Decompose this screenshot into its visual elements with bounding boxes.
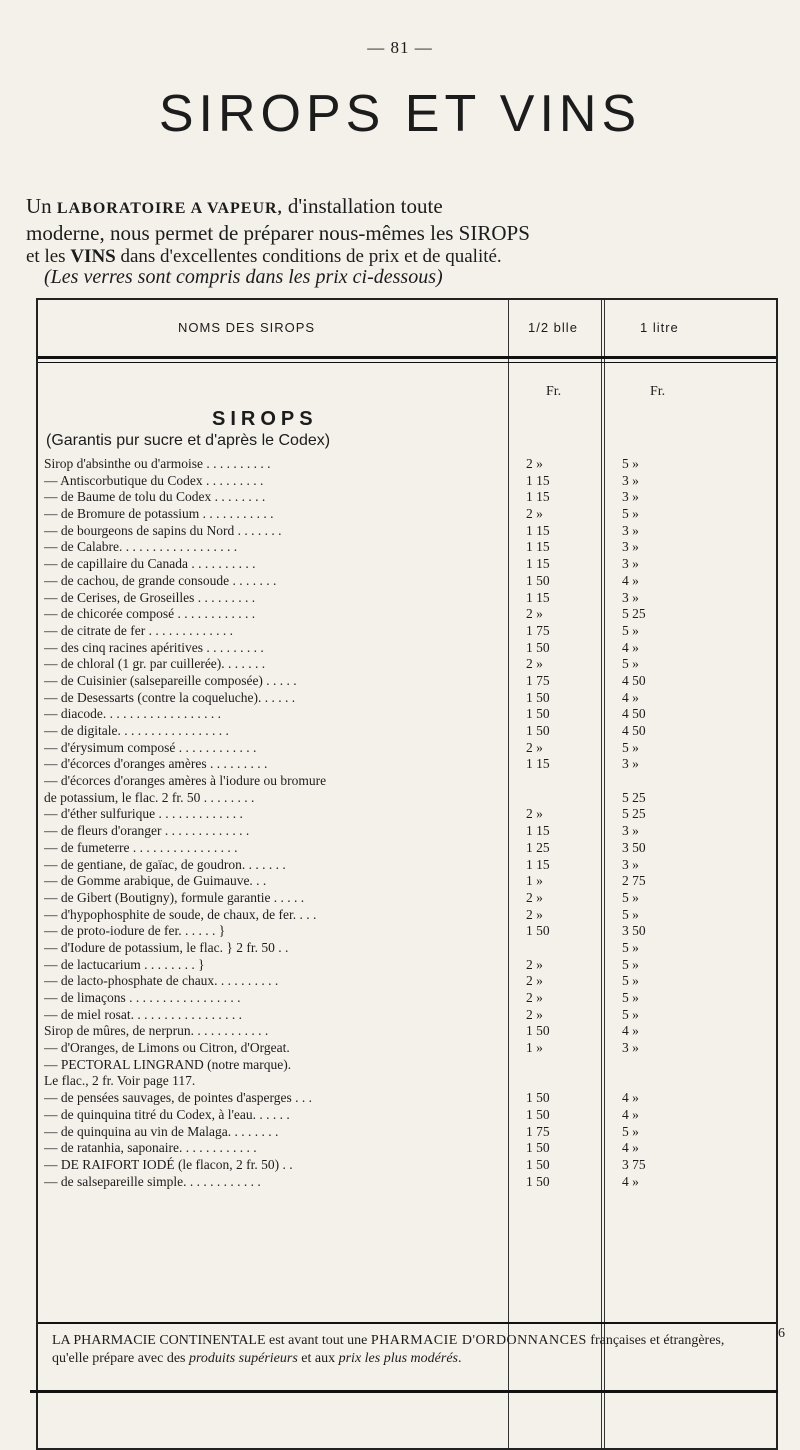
syrup-name: — de Cerises, de Groseilles . . . . . . . . . xyxy=(44,589,256,605)
table-row xyxy=(38,873,776,890)
syrup-name: — de lactucarium . . . . . . . . } xyxy=(44,956,205,972)
syrup-name: — de Gibert (Boutigny), formule garantie . . . . . xyxy=(44,889,305,905)
table-row xyxy=(38,1073,776,1090)
unit-label: Fr. xyxy=(650,384,666,399)
syrup-name: — de bourgeons de sapins du Nord . . . . . . . xyxy=(44,522,282,538)
intro-text: et les xyxy=(26,246,71,267)
price-half-bottle: 1 75 xyxy=(526,672,550,688)
syrup-name: — de miel rosat. . . . . . . . . . . . . . . . . xyxy=(44,1006,242,1022)
price-litre: 3 50 xyxy=(622,839,646,855)
price-half-bottle: 1 75 xyxy=(526,622,550,638)
footer-text: et aux xyxy=(297,1351,339,1366)
price-half-bottle: 1 » xyxy=(526,1040,543,1056)
price-litre: 5 » xyxy=(622,973,639,989)
price-litre: 3 » xyxy=(622,756,639,772)
syrup-name: — de limaçons . . . . . . . . . . . . . . . . . xyxy=(44,990,241,1005)
price-litre: 3 » xyxy=(622,589,639,605)
syrup-name: — d'Iodure de potassium, le flac. } 2 fr. 50 . . xyxy=(44,939,289,955)
table-row xyxy=(38,690,776,707)
syrup-name: — de Cuisinier (salsepareille composée) . . . . . xyxy=(44,672,297,688)
price-half-bottle: 2 » xyxy=(526,656,543,672)
syrup-name: — de citrate de fer . . . . . . . . . . . . . xyxy=(44,622,233,638)
price-litre: 3 » xyxy=(622,823,639,839)
price-litre: 5 » xyxy=(622,956,639,972)
footer-text: LA PHARMACIE CONTINENTALE est avant tout une xyxy=(52,1333,371,1348)
price-litre: 3 » xyxy=(622,472,639,488)
syrup-name: — d'hypophosphite de soude, de chaux, de fer. . . . xyxy=(44,906,317,922)
price-litre: 5 25 xyxy=(622,806,646,822)
price-litre: 2 75 xyxy=(622,873,646,889)
column-header-half-bottle: 1/2 blle xyxy=(528,320,578,335)
price-litre: 5 » xyxy=(622,622,639,638)
table-row xyxy=(38,940,776,957)
syrup-name: — de Bromure de potassium . . . . . . . . . . . xyxy=(44,506,274,522)
price-half-bottle: 1 50 xyxy=(526,723,550,738)
footer-rule xyxy=(38,1322,776,1324)
price-litre: 5 » xyxy=(622,506,639,522)
table-row xyxy=(38,1040,776,1057)
table-row xyxy=(38,1124,776,1141)
syrup-name: Le flac., 2 fr. Voir page 117. xyxy=(44,1073,196,1089)
price-half-bottle: 1 50 xyxy=(526,1173,550,1189)
bottom-rule xyxy=(30,1390,778,1393)
syrup-name: — de fumeterre . . . . . . . . . . . . . . . . xyxy=(44,839,238,855)
price-half-bottle: 2 » xyxy=(526,506,543,522)
price-half-bottle: 1 25 xyxy=(526,839,550,855)
syrup-name: — PECTORAL LINGRAND (notre marque). xyxy=(44,1056,292,1072)
syrup-name: — de cachou, de grande consoude . . . . . . . xyxy=(44,572,277,588)
price-half-bottle: 1 15 xyxy=(526,522,550,538)
price-litre: 4 » xyxy=(622,1173,639,1189)
price-litre: 4 » xyxy=(622,1023,639,1039)
price-litre: 5 25 xyxy=(622,606,646,622)
syrup-name: — Antiscorbutique du Codex . . . . . . . . . xyxy=(44,472,264,488)
price-litre: 5 » xyxy=(622,739,639,755)
price-litre: 5 » xyxy=(622,990,639,1005)
section-subtitle: (Garantis pur sucre et d'après le Codex) xyxy=(46,432,331,449)
table-row xyxy=(38,1107,776,1124)
price-litre: 5 » xyxy=(622,939,639,955)
table-row xyxy=(38,656,776,673)
syrup-name: — des cinq racines apéritives . . . . . . . . . xyxy=(44,639,264,655)
syrup-name: — diacode. . . . . . . . . . . . . . . . . . xyxy=(44,706,221,722)
table-row xyxy=(38,539,776,556)
table-row xyxy=(38,1090,776,1107)
footer-text: . xyxy=(458,1351,462,1366)
price-half-bottle: 1 15 xyxy=(526,472,550,488)
table-row xyxy=(38,706,776,723)
intro-text: Un xyxy=(26,194,57,218)
price-half-bottle: 1 75 xyxy=(526,1123,550,1139)
footer-emphasis: produits supérieurs xyxy=(189,1351,298,1366)
price-litre: 3 » xyxy=(622,1040,639,1056)
syrup-name: — de quinquina au vin de Malaga. . . . . . . . xyxy=(44,1123,279,1139)
intro-vins: VINS xyxy=(70,246,116,267)
syrup-name: Sirop de mûres, de nerprun. . . . . . . . . . . . xyxy=(44,1023,269,1039)
table-row xyxy=(38,890,776,907)
table-row xyxy=(38,973,776,990)
price-litre: 4 » xyxy=(622,689,639,705)
table-row xyxy=(38,823,776,840)
table-row xyxy=(38,673,776,690)
table-row xyxy=(38,806,776,823)
price-half-bottle: 1 50 xyxy=(526,689,550,705)
syrup-name: — de proto-iodure de fer. . . . . . } xyxy=(44,923,226,939)
table-row xyxy=(38,556,776,573)
table-row xyxy=(38,773,776,790)
table-row xyxy=(38,606,776,623)
table-row xyxy=(38,1157,776,1174)
price-half-bottle: 1 15 xyxy=(526,556,550,572)
syrup-name: — de Calabre. . . . . . . . . . . . . . . . . . xyxy=(44,539,238,555)
price-litre: 4 » xyxy=(622,1090,639,1106)
price-litre: 3 75 xyxy=(622,1156,646,1172)
price-litre: 4 50 xyxy=(622,672,646,688)
price-litre: 3 50 xyxy=(622,923,646,939)
page-title: SIROPS ET VINS xyxy=(158,85,642,143)
header-rule xyxy=(38,362,776,363)
syrup-name: de potassium, le flac. 2 fr. 50 . . . . . . . . xyxy=(44,789,255,805)
price-half-bottle: 2 » xyxy=(526,739,543,755)
table-row xyxy=(38,1023,776,1040)
syrup-name: — DE RAIFORT IODÉ (le flacon, 2 fr. 50) . . xyxy=(44,1156,293,1172)
price-half-bottle: 1 » xyxy=(526,873,543,889)
syrup-list xyxy=(38,456,776,1190)
price-note: (Les verres sont compris dans les prix ci-dessous) xyxy=(44,266,443,288)
price-litre: 5 25 xyxy=(622,789,646,805)
price-litre: 5 » xyxy=(622,1123,639,1139)
syrup-name: — d'écorces d'oranges amères . . . . . . . . . xyxy=(44,756,268,772)
price-half-bottle: 2 » xyxy=(526,606,543,622)
table-row xyxy=(38,907,776,924)
syrup-name: — d'érysimum composé . . . . . . . . . . . . xyxy=(44,739,257,755)
price-litre: 4 50 xyxy=(622,706,646,722)
price-litre: 5 » xyxy=(622,906,639,922)
syrup-name: — de pensées sauvages, de pointes d'asperges . . . xyxy=(44,1090,312,1106)
footer-text: françaises et étrangères, qu'elle prépare avec des xyxy=(52,1333,725,1366)
price-litre: 5 » xyxy=(622,456,639,471)
price-half-bottle: 2 » xyxy=(526,973,543,989)
table-row xyxy=(38,640,776,657)
syrup-name: Sirop d'absinthe ou d'armoise . . . . . . . . . . xyxy=(44,456,271,471)
syrup-name: — de chicorée composé . . . . . . . . . . . . xyxy=(44,606,256,622)
price-litre: 5 » xyxy=(622,656,639,672)
price-litre: 3 » xyxy=(622,522,639,538)
corner-mark: 6 xyxy=(778,1326,785,1341)
table-row xyxy=(38,523,776,540)
intro-text: d'installation toute xyxy=(282,194,443,218)
price-half-bottle: 1 50 xyxy=(526,923,550,939)
table-row xyxy=(38,790,776,807)
syrup-name: — de lacto-phosphate de chaux. . . . . . . . . . xyxy=(44,973,279,989)
price-litre: 4 » xyxy=(622,639,639,655)
table-row xyxy=(38,623,776,640)
table-row xyxy=(38,740,776,757)
price-half-bottle: 2 » xyxy=(526,1006,543,1022)
price-half-bottle: 1 15 xyxy=(526,856,550,872)
price-litre: 3 » xyxy=(622,556,639,572)
syrup-name: — d'Oranges, de Limons ou Citron, d'Orgeat. xyxy=(44,1040,290,1056)
price-half-bottle: 2 » xyxy=(526,906,543,922)
table-row xyxy=(38,590,776,607)
table-row xyxy=(38,723,776,740)
price-half-bottle: 1 50 xyxy=(526,1090,550,1106)
syrup-name: — de ratanhia, saponaire. . . . . . . . . . . . xyxy=(44,1140,257,1156)
table-row xyxy=(38,1007,776,1024)
syrup-name: — de digitale. . . . . . . . . . . . . . . . . xyxy=(44,723,229,738)
price-litre: 3 » xyxy=(622,856,639,872)
price-half-bottle: 1 50 xyxy=(526,572,550,588)
price-half-bottle: 2 » xyxy=(526,956,543,972)
syrup-name: — de gentiane, de gaïac, de goudron. . . . . . . xyxy=(44,856,286,872)
syrup-name: — de Gomme arabique, de Guimauve. . . xyxy=(44,873,267,889)
unit-label: Fr. xyxy=(546,384,562,399)
price-litre: 5 » xyxy=(622,889,639,905)
price-half-bottle: 1 15 xyxy=(526,756,550,772)
price-litre: 5 » xyxy=(622,1006,639,1022)
syrup-name: — de Desessarts (contre la coqueluche). . . . . . xyxy=(44,689,296,705)
price-half-bottle: 1 50 xyxy=(526,1023,550,1039)
price-half-bottle: 1 15 xyxy=(526,489,550,505)
price-litre: 4 » xyxy=(622,572,639,588)
price-half-bottle: 1 50 xyxy=(526,706,550,722)
price-litre: 4 » xyxy=(622,1106,639,1122)
table-row xyxy=(38,857,776,874)
price-half-bottle: 2 » xyxy=(526,806,543,822)
syrup-name: — de fleurs d'oranger . . . . . . . . . . . . . xyxy=(44,823,250,839)
price-litre: 3 » xyxy=(622,539,639,555)
syrup-name: — de capillaire du Canada . . . . . . . . . . xyxy=(44,556,256,572)
syrup-name: — de Baume de tolu du Codex . . . . . . . . xyxy=(44,489,266,505)
syrup-name: — d'éther sulfurique . . . . . . . . . . . . . xyxy=(44,806,243,822)
column-header-litre: 1 litre xyxy=(640,320,679,335)
price-half-bottle: 1 15 xyxy=(526,823,550,839)
table-row xyxy=(38,1174,776,1191)
intro-laboratoire: LABORATOIRE A VAPEUR, xyxy=(56,200,283,217)
price-half-bottle: 2 » xyxy=(526,456,543,471)
table-row xyxy=(38,473,776,490)
page-number: — 81 — xyxy=(367,38,433,57)
table-row xyxy=(38,756,776,773)
syrup-name: — d'écorces d'oranges amères à l'iodure ou bromure xyxy=(44,773,327,789)
table-row xyxy=(38,957,776,974)
price-half-bottle: 1 15 xyxy=(526,539,550,555)
price-half-bottle: 1 50 xyxy=(526,1156,550,1172)
syrup-name: — de salsepareille simple. . . . . . . . . . . . xyxy=(44,1173,261,1189)
table-row xyxy=(38,923,776,940)
intro-paragraph xyxy=(26,194,786,269)
table-row xyxy=(38,1140,776,1157)
section-title: SIROPS xyxy=(212,408,318,430)
footer-note xyxy=(52,1332,764,1368)
footer-highlight: PHARMACIE D'ORDONNANCES xyxy=(370,1333,587,1348)
price-half-bottle: 1 15 xyxy=(526,589,550,605)
table-row xyxy=(38,1057,776,1074)
table-row xyxy=(38,990,776,1007)
column-header-names: NOMS DES SIROPS xyxy=(178,320,316,335)
syrup-name: — de quinquina titré du Codex, à l'eau. . . . . . xyxy=(44,1106,290,1122)
price-half-bottle: 2 » xyxy=(526,990,543,1005)
price-half-bottle: 1 50 xyxy=(526,1140,550,1156)
table-row xyxy=(38,840,776,857)
price-half-bottle: 2 » xyxy=(526,889,543,905)
footer-emphasis: prix les plus modérés xyxy=(338,1351,458,1366)
price-table xyxy=(36,298,778,1450)
table-row xyxy=(38,506,776,523)
price-half-bottle: 1 50 xyxy=(526,639,550,655)
syrup-name: — de chloral (1 gr. par cuillerée). . . . . . . xyxy=(44,656,266,672)
intro-text: dans d'excellentes conditions de prix et de qualité. xyxy=(115,246,502,267)
price-half-bottle: 1 50 xyxy=(526,1106,550,1122)
price-litre: 4 » xyxy=(622,1140,639,1156)
table-row xyxy=(38,573,776,590)
price-litre: 4 50 xyxy=(622,723,646,738)
intro-text: moderne, nous permet de préparer nous-mêmes les SIROPS xyxy=(26,221,530,245)
table-row xyxy=(38,489,776,506)
header-rule xyxy=(38,356,776,359)
table-row xyxy=(38,456,776,473)
price-litre: 3 » xyxy=(622,489,639,505)
